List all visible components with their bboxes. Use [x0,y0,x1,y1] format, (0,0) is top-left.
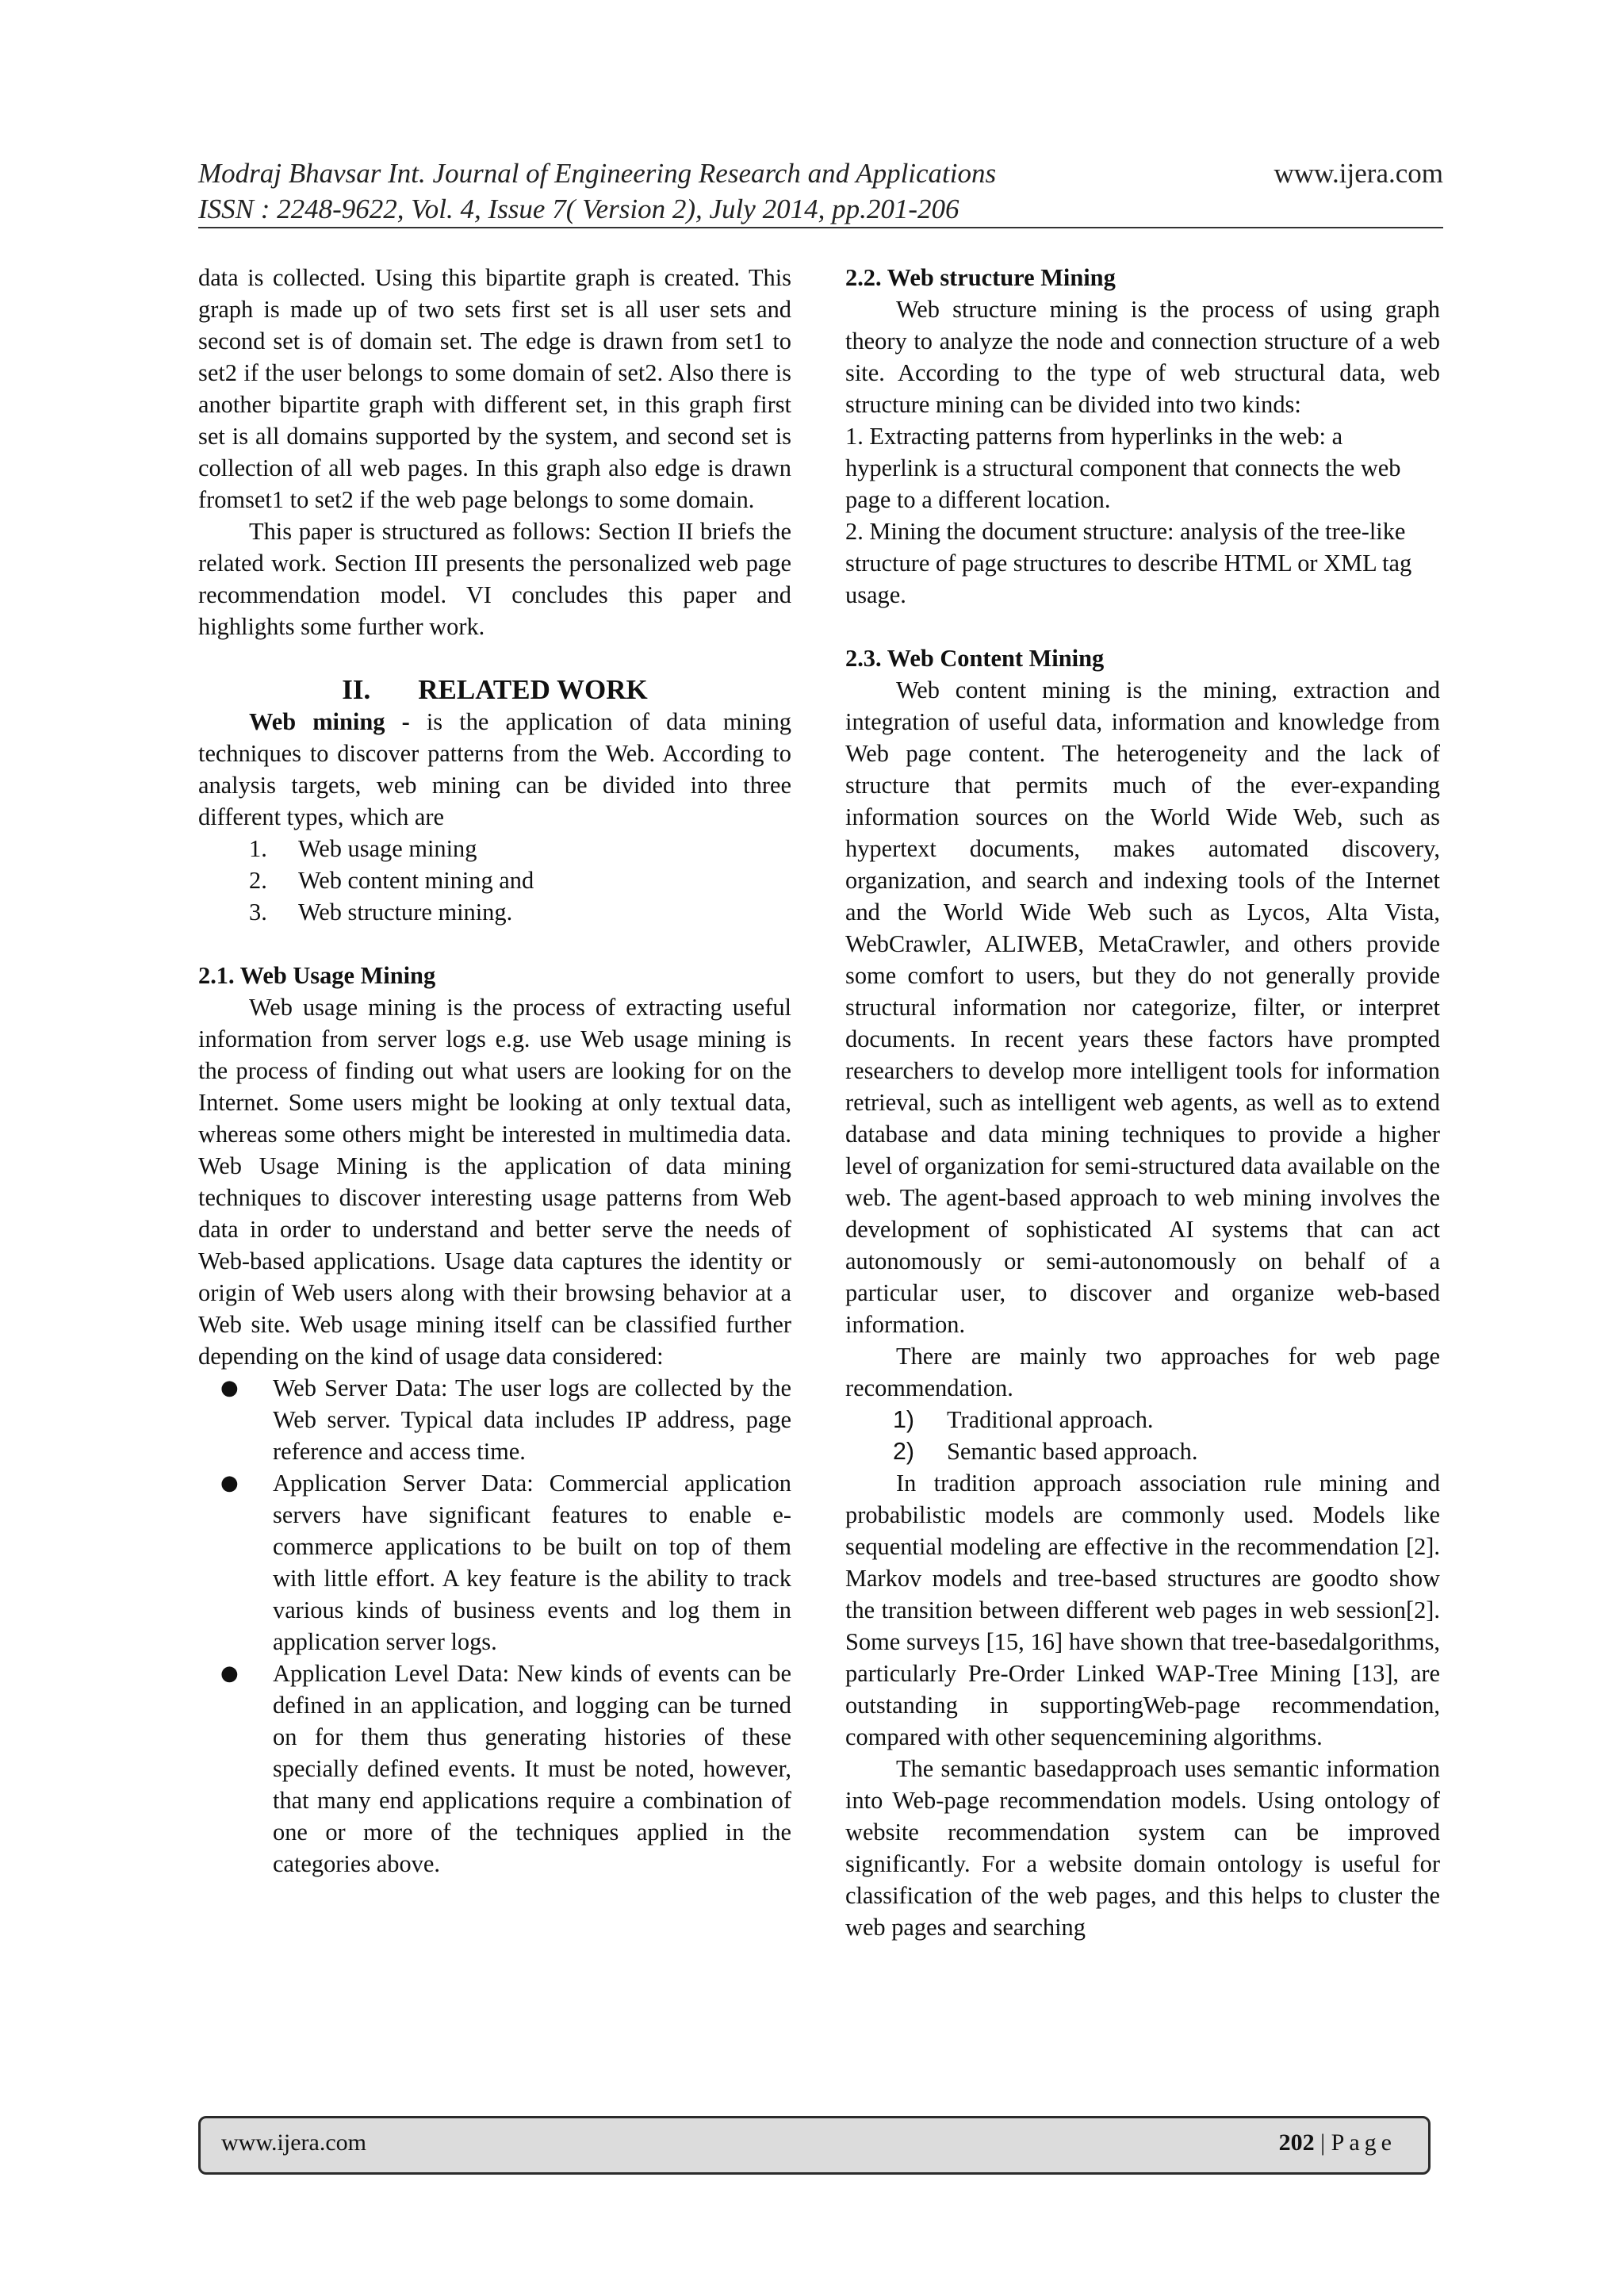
section-heading [198,674,791,706]
running-header [198,155,1443,227]
structure-kind-2: 2. Mining the document structure: analysis of the tree-like structure of page structures to describe HTML or XML tag usage. [845,518,1412,608]
list-number: 2. [249,867,267,894]
bullet-item [198,1658,791,1880]
section-number: II. [342,674,371,705]
web-usage-mining-paragraph: Web usage mining is the process of extracting useful information from server logs e.g. use Web usage mining is the process of finding out what users are looking for on the Internet. Some users might be looking at only textual data, whereas some others might be interested in multimedia data. Web Usage Mining is the application of data mining techniques to discover interesting usage patterns from Web data in order to understand and better serve the needs of Web-based applications. Usage data captures the identity or origin of Web users along with their browsing behavior at a Web site. Web usage mining itself can be classified further depending on the kind of usage data considered: [198,994,791,1370]
spacer [198,928,791,960]
web-mining-term: Web mining - [249,708,410,735]
list-text: Semantic based approach. [947,1438,1198,1465]
bullet-icon: ● [220,1471,239,1495]
spacer [198,642,791,674]
web-mining-text: is the application of data mining techniques to discover patterns from the Web. According to analysis targets, web mining can be divided into three different types, which are [198,708,791,830]
list-number: 1) [893,1406,915,1433]
spacer [845,611,1440,642]
footer-page-info [1279,2129,1396,2156]
intro-paragraph-continued: data is collected. Using this bipartite graph is created. This graph is made up of two sets first set is all user sets and second set is of domain set. The edge is drawn from set1 to set2 if the user belongs to some domain of set2. Also there is another bipartite graph with different set, in this graph first set is all domains supported by the system, and second set is collection of all web pages. In this graph also edge is drawn fromset1 to set2 if the web page belongs to some domain. [198,264,791,513]
web-content-mining-paragraph: Web content mining is the mining, extraction and integration of useful data, information and knowledge from Web page content. The heterogeneity and the lack of structure that permits much of the ever-expanding information sources on the World Wide Web, such as hypertext documents, makes automated discovery, organization, and search and indexing tools of the Internet and the World Wide Web such as Lycos, Alta Vista, WebCrawler, ALIWEB, MetaCrawler, and others provide some comfort to users, but they do not generally provide structural information nor categorize, filter, or interpret documents. In recent years these factors have prompted researchers to develop more intelligent tools for information retrieval, such as intelligent web agents, as well as to extend database and data mining techniques to provide a higher level of organization for semi-structured data available on the web. The agent-based approach to web mining involves the development of sophisticated AI systems that can act autonomously or semi-autonomously on behalf of a particular user, to discover and organize web-based information. [845,677,1440,1338]
subsection-heading-2-1: 2.1. Web Usage Mining [198,962,436,989]
footer-website: www.ijera.com [221,2129,366,2156]
list-item [198,864,791,896]
list-text: Web usage mining [298,835,477,862]
list-text: Web structure mining. [298,899,513,926]
header-journal-line: Modraj Bhavsar Int. Journal of Engineering Research and Applications [198,158,997,189]
subsection-heading-2-2: 2.2. Web structure Mining [845,264,1116,291]
bullet-icon: ● [220,1662,239,1685]
list-text: Traditional approach. [947,1406,1154,1433]
subsection-heading-2-3: 2.3. Web Content Mining [845,645,1105,672]
list-number: 3. [249,899,267,926]
approaches-intro: There are mainly two approaches for web page recommendation. [845,1343,1440,1401]
usage-data-bullets [198,1372,791,1880]
bullet-text: Application Server Data: Commercial application servers have significant features to enable e-commerce applications to be built on top of them with little effort. A key feature is the ability to track various kinds of business events and log them in application server logs. [273,1470,791,1655]
bullet-item [198,1467,791,1658]
list-text: Web content mining and [298,867,534,894]
page-number: 202 [1278,2129,1315,2156]
right-column [845,262,1440,1943]
paper-structure-paragraph: This paper is structured as follows: Section II briefs the related work. Section III presents the personalized web page recommendation model. VI concludes this paper and highlights some further work. [198,518,791,640]
header-rule [198,227,1443,228]
header-issn-line: ISSN : 2248-9622, Vol. 4, Issue 7( Version 2), July 2014, pp.201-206 [198,194,959,224]
page-separator: | [1314,2129,1331,2156]
section-title: RELATED WORK [418,674,648,705]
list-item [198,896,791,928]
list-item [198,833,791,864]
list-number: 1. [249,835,267,862]
header-website: www.ijera.com [1274,158,1443,189]
mining-types-list [198,833,791,928]
list-item [845,1435,1440,1467]
bullet-item [198,1372,791,1467]
list-number: 2) [893,1438,915,1465]
structure-kind-1: 1. Extracting patterns from hyperlinks in the web: a hyperlink is a structural component that connects the web page to a different location. [845,423,1401,513]
bullet-text: Application Level Data: New kinds of events can be defined in an application, and logging can be turned on for them thus generating histories of these specially defined events. It must be noted, however, that many end applications require a combination of one or more of the techniques applied in the categories above. [273,1660,791,1877]
page-label: Page [1331,2129,1396,2156]
web-mining-definition [198,706,791,833]
approaches-list [845,1404,1440,1467]
left-column [198,262,791,1880]
semantic-approach-paragraph: The semantic basedapproach uses semantic information into Web-page recommendation models. Using ontology of website recommendation system can be improved significantly. For a website domain ontology is useful for classification of the web pages, and this helps to cluster the web pages and searching [845,1755,1440,1941]
bullet-icon: ● [220,1376,239,1400]
page-footer [198,2116,1431,2175]
list-item [845,1404,1440,1435]
traditional-approach-paragraph: In tradition approach association rule mining and probabilistic models are commonly used. Models like sequential modeling are effective in the recommendation [2]. Markov models and tree-based structures are goodto show the transition between different web pages in web session[2]. Some surveys [15, 16] have shown that tree-basedalgorithms, particularly Pre-Order Linked WAP-Tree Mining [13], are outstanding in supportingWeb-page recommendation, compared with other sequencemining algorithms. [845,1470,1440,1750]
web-structure-mining-paragraph: Web structure mining is the process of using graph theory to analyze the node and connection structure of a web site. According to the type of web structural data, web structure mining can be divided into two kinds: [845,296,1440,418]
bullet-text: Web Server Data: The user logs are collected by the Web server. Typical data includes IP address, page reference and access time. [273,1374,791,1465]
